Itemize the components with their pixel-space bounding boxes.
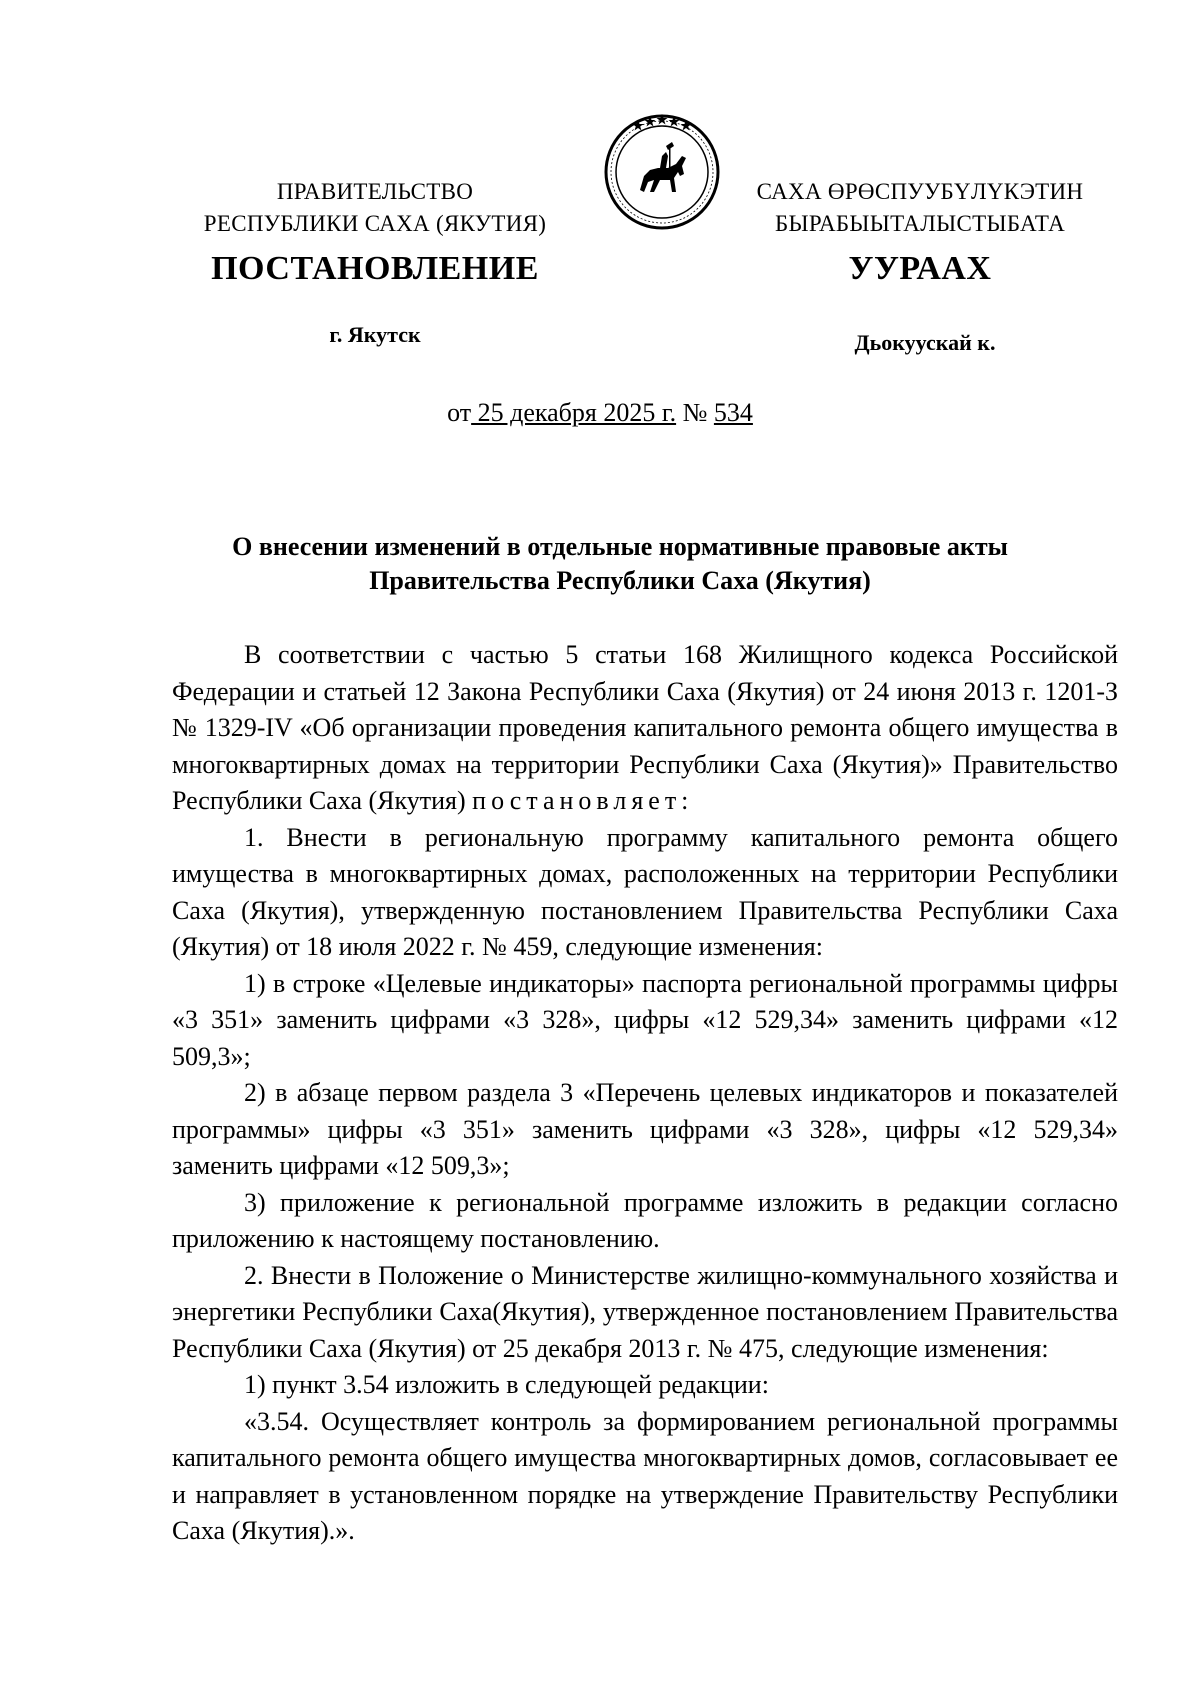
subject-line2: Правительства Республики Саха (Якутия): [369, 566, 871, 595]
header-right-line2: БЫРАБЫЫТАЛЫСТЫБАТА: [774, 211, 1066, 236]
paragraph-item-1-3: 3) приложение к региональной программе изложить в редакции согласно приложению к настоящему постановлению.: [172, 1187, 1118, 1253]
paragraph-preamble: [172, 637, 1118, 820]
document-body: [172, 637, 1118, 1550]
document-date: 25 декабря 2025 г.: [471, 398, 677, 427]
paragraph-item-1: 1. Внести в региональную программу капитального ремонта общего имущества в многоквартирных домах, расположенных на территории Республики Саха (Якутия), утвержденную постановлением Правительства Республики Саха (Якутия) от 18 июля 2022 г. № 459, следующие изменения:: [172, 822, 1118, 961]
paragraph-item-2-1: 1) пункт 3.54 изложить в следующей редакции:: [244, 1370, 769, 1399]
date-number-line: [0, 398, 1200, 428]
header-left: [150, 176, 600, 240]
number-sign: №: [676, 398, 714, 427]
city-sakha: Дьокуускай к.: [854, 330, 996, 355]
header-right: [720, 176, 1120, 240]
subject-line1: О внесении изменений в отдельные нормативные правовые акты: [232, 532, 1008, 561]
paragraph-item-2: 2. Внести в Положение о Министерстве жилищно-коммунального хозяйства и энергетики Республики Саха(Якутия), утвержденное постановлением Правительства Республики Саха (Якутия) от 25 декабря 2013 г. № 475, следующие изменения:: [172, 1260, 1118, 1363]
paragraph-item-1-1: 1) в строке «Целевые индикаторы» паспорта региональной программы цифры «3 351» заменить цифрами «3 328», цифры «12 529,34» заменить цифрами «12 509,3»;: [172, 968, 1118, 1071]
coat-of-arms-emblem: [602, 112, 722, 232]
city-ru: г. Якутск: [329, 322, 421, 347]
preamble-text: В соответствии с частью 5 статьи 168 Жилищного кодекса Российской Федерации и статьей 12 Закона Республики Саха (Якутия) от 24 июня 2013 г. 1201-З № 1329-IV «Об организации проведения капитального ремонта общего имущества в многоквартирных домах на территории Республики Саха (Якутия)» Правительство Республики Саха (Якутия): [172, 640, 1118, 815]
title-sakha: УУРААХ: [848, 250, 992, 287]
document-subject: [170, 530, 1070, 598]
title-ru: ПОСТАНОВЛЕНИЕ: [211, 250, 539, 287]
document-number: 534: [713, 398, 753, 427]
paragraph-item-1-2: 2) в абзаце первом раздела 3 «Перечень целевых индикаторов и показателей программы» цифры «3 351» заменить цифрами «3 328», цифры «12 529,34» заменить цифрами «12 509,3»;: [172, 1078, 1118, 1180]
paragraph-item-3-54: «3.54. Осуществляет контроль за формированием региональной программы капитального ремонта общего имущества многоквартирных домов, согласовывает ее и направляет в установленном порядке на утверждение Правительству Республики Саха (Якутия).».: [172, 1406, 1118, 1545]
header-left-line1: ПРАВИТЕЛЬСТВО: [276, 179, 474, 204]
header-left-line2: РЕСПУБЛИКИ САХА (ЯКУТИЯ): [203, 211, 547, 236]
preamble-resolves: постановляет:: [472, 786, 694, 815]
date-prefix: от: [447, 398, 472, 427]
header-right-line1: САХА ӨРӨСПУУБҮЛҮКЭТИН: [756, 179, 1084, 204]
